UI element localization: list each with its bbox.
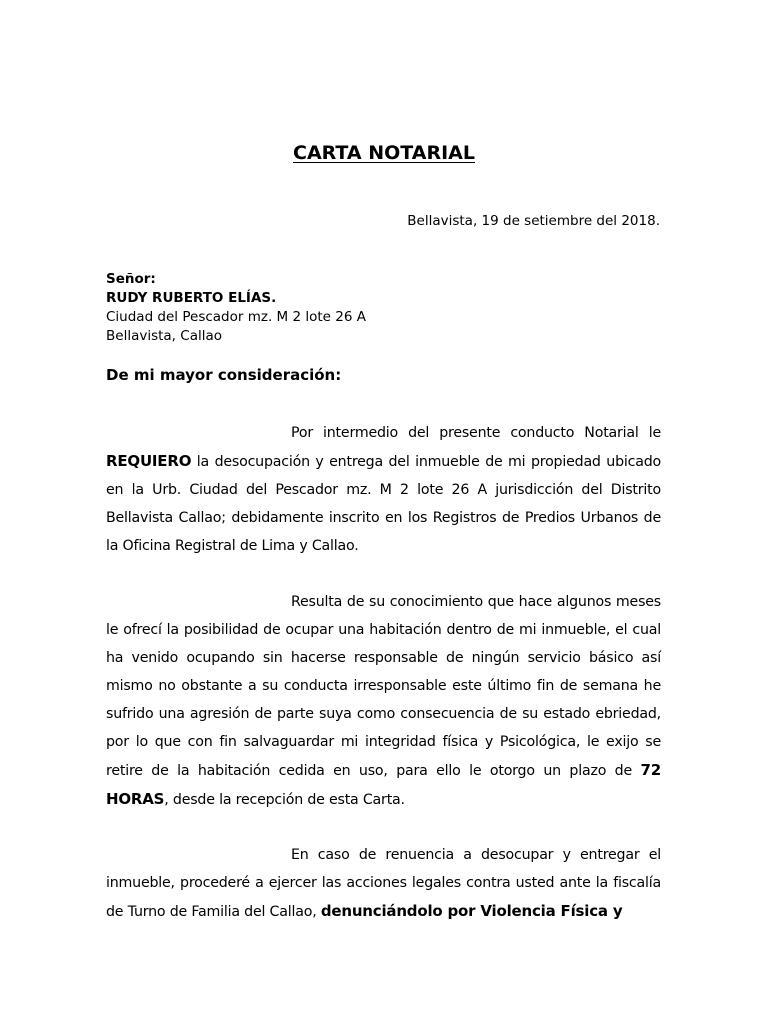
salutation: Señor:: [106, 271, 156, 287]
date-line: Bellavista, 19 de setiembre del 2018.: [407, 213, 660, 229]
paragraph-2-bold: 72 HORAS: [106, 761, 661, 808]
paragraph-2-text-b: , desde la recepción de esta Carta.: [164, 792, 405, 808]
recipient-block: [106, 270, 366, 346]
recipient-name: RUDY RUBERTO ELÍAS.: [106, 290, 277, 306]
address-line-2: Bellavista, Callao: [106, 328, 222, 344]
paragraph-1-text-a: Por intermedio del presente conducto Notarial le: [291, 425, 661, 441]
paragraph-3-bold: denunciándolo por Violencia Física y: [320, 902, 623, 920]
paragraph-3-text-a: En caso de renuencia a desocupar y entregar el inmueble, procederé a ejercer las acciones legales contra usted ante la fiscalía de Turno de Familia del Callao,: [106, 847, 661, 920]
paragraph-1: [106, 419, 661, 560]
document-title: CARTA NOTARIAL: [293, 142, 475, 164]
paragraph-2-text-a: Resulta de su conocimiento que hace algunos meses le ofrecí la posibilidad de ocupar una habitación dentro de mi inmueble, el cual ha venido ocupando sin hacerse responsable de ningún servicio básico así mismo no obstante a su conducta irresponsable este último fin de semana he sufrido una agresión de parte suya como consecuencia de su estado ebriedad, por lo que con fin salvaguardar mi integridad física y Psicológica, le exijo se retire de la habitación cedida en uso, para ello le otorgo un plazo de: [106, 594, 661, 779]
paragraph-1-bold: REQUIERO: [106, 452, 192, 470]
greeting: De mi mayor consideración:: [106, 366, 342, 384]
paragraph-1-text-b: la desocupación y entrega del inmueble de mi propiedad ubicado en la Urb. Ciudad del Pescador mz. M 2 lote 26 A jurisdicción del Distrito Bellavista Callao; debidamente inscrito en los Registros de Predios Urbanos de la Oficina Registral de Lima y Callao.: [106, 454, 661, 554]
paragraph-2: [106, 588, 661, 814]
address-line-1: Ciudad del Pescador mz. M 2 lote 26 A: [106, 309, 366, 325]
paragraph-3: [106, 841, 661, 926]
